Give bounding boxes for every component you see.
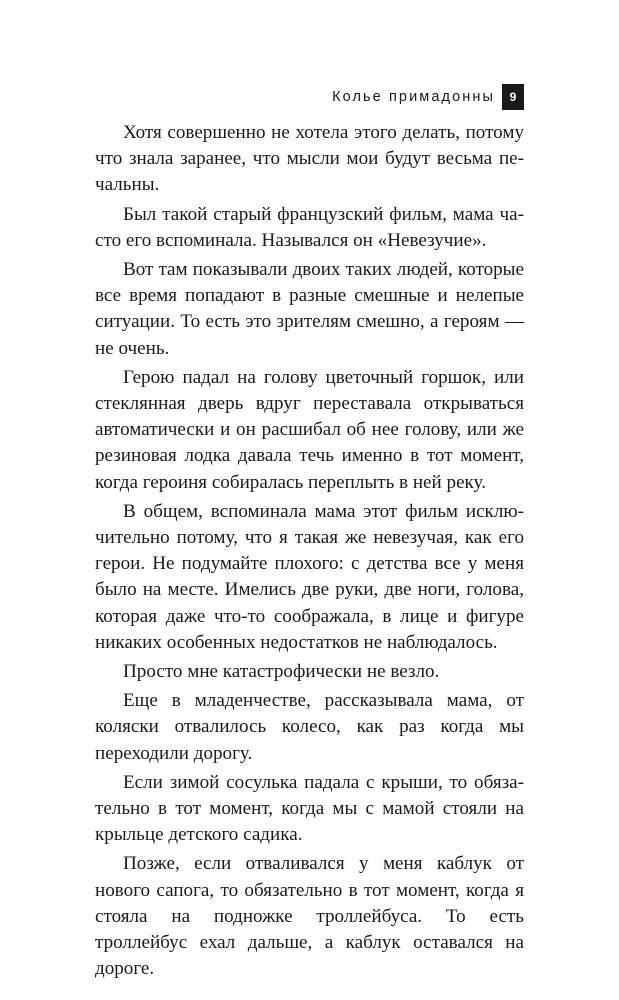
paragraph: Вот там показывали двоих таких людей, которые все время попадают в разные смешные и нелепые ситуации. То есть это зрителям смешно, а героям — не очень. — [95, 259, 524, 359]
paragraph: Был такой старый французский фильм, мама часто его вспоминала. Назывался он «Невезучие». — [95, 203, 524, 251]
paragraph: Герою падал на голову цветочный горшок, или стеклянная дверь вдруг переставала открываться автоматически и он расшибал об нее голову, или же резиновая лодка давала течь именно в тот момент, когда героиня собиралась переплыть в ней реку. — [95, 366, 524, 493]
paragraph: Просто мне катастрофически не везло. — [123, 661, 440, 683]
paragraph: В общем, вспоминала мама этот фильм исключительно потому, что я такая же невезучая, как его герои. Не подумайте плохого: с детства все у меня было на месте. Имелись две руки, две ноги, голова, которая даже что-то соображала, в лице и фигуре никаких особенных недостатков не наблюдалось. — [95, 500, 524, 653]
paragraph: Еще в младенчестве, рассказывала мама, от коляски отвалилось колесо, как раз когда мы переходили дорогу. — [95, 690, 524, 764]
page-number-badge: 9 — [502, 84, 524, 110]
running-head-title: Колье примадонны — [332, 89, 495, 105]
paragraph: Хотя совершенно не хотела этого делать, потому что знала заранее, что мысли мои будут весьма печальны. — [95, 122, 524, 196]
paragraph: Позже, если отваливался у меня каблук от нового сапога, то обязательно в тот момент, когда я стояла на подножке троллейбуса. То есть троллейбус ехал дальше, а каблук оставался на дороге. — [95, 853, 524, 980]
page-header — [332, 84, 524, 110]
body-text — [95, 120, 524, 986]
paragraph: Если зимой сосулька падала с крыши, то обязательно в тот момент, когда мы с мамой стояли на крыльце детского садика. — [95, 771, 524, 846]
